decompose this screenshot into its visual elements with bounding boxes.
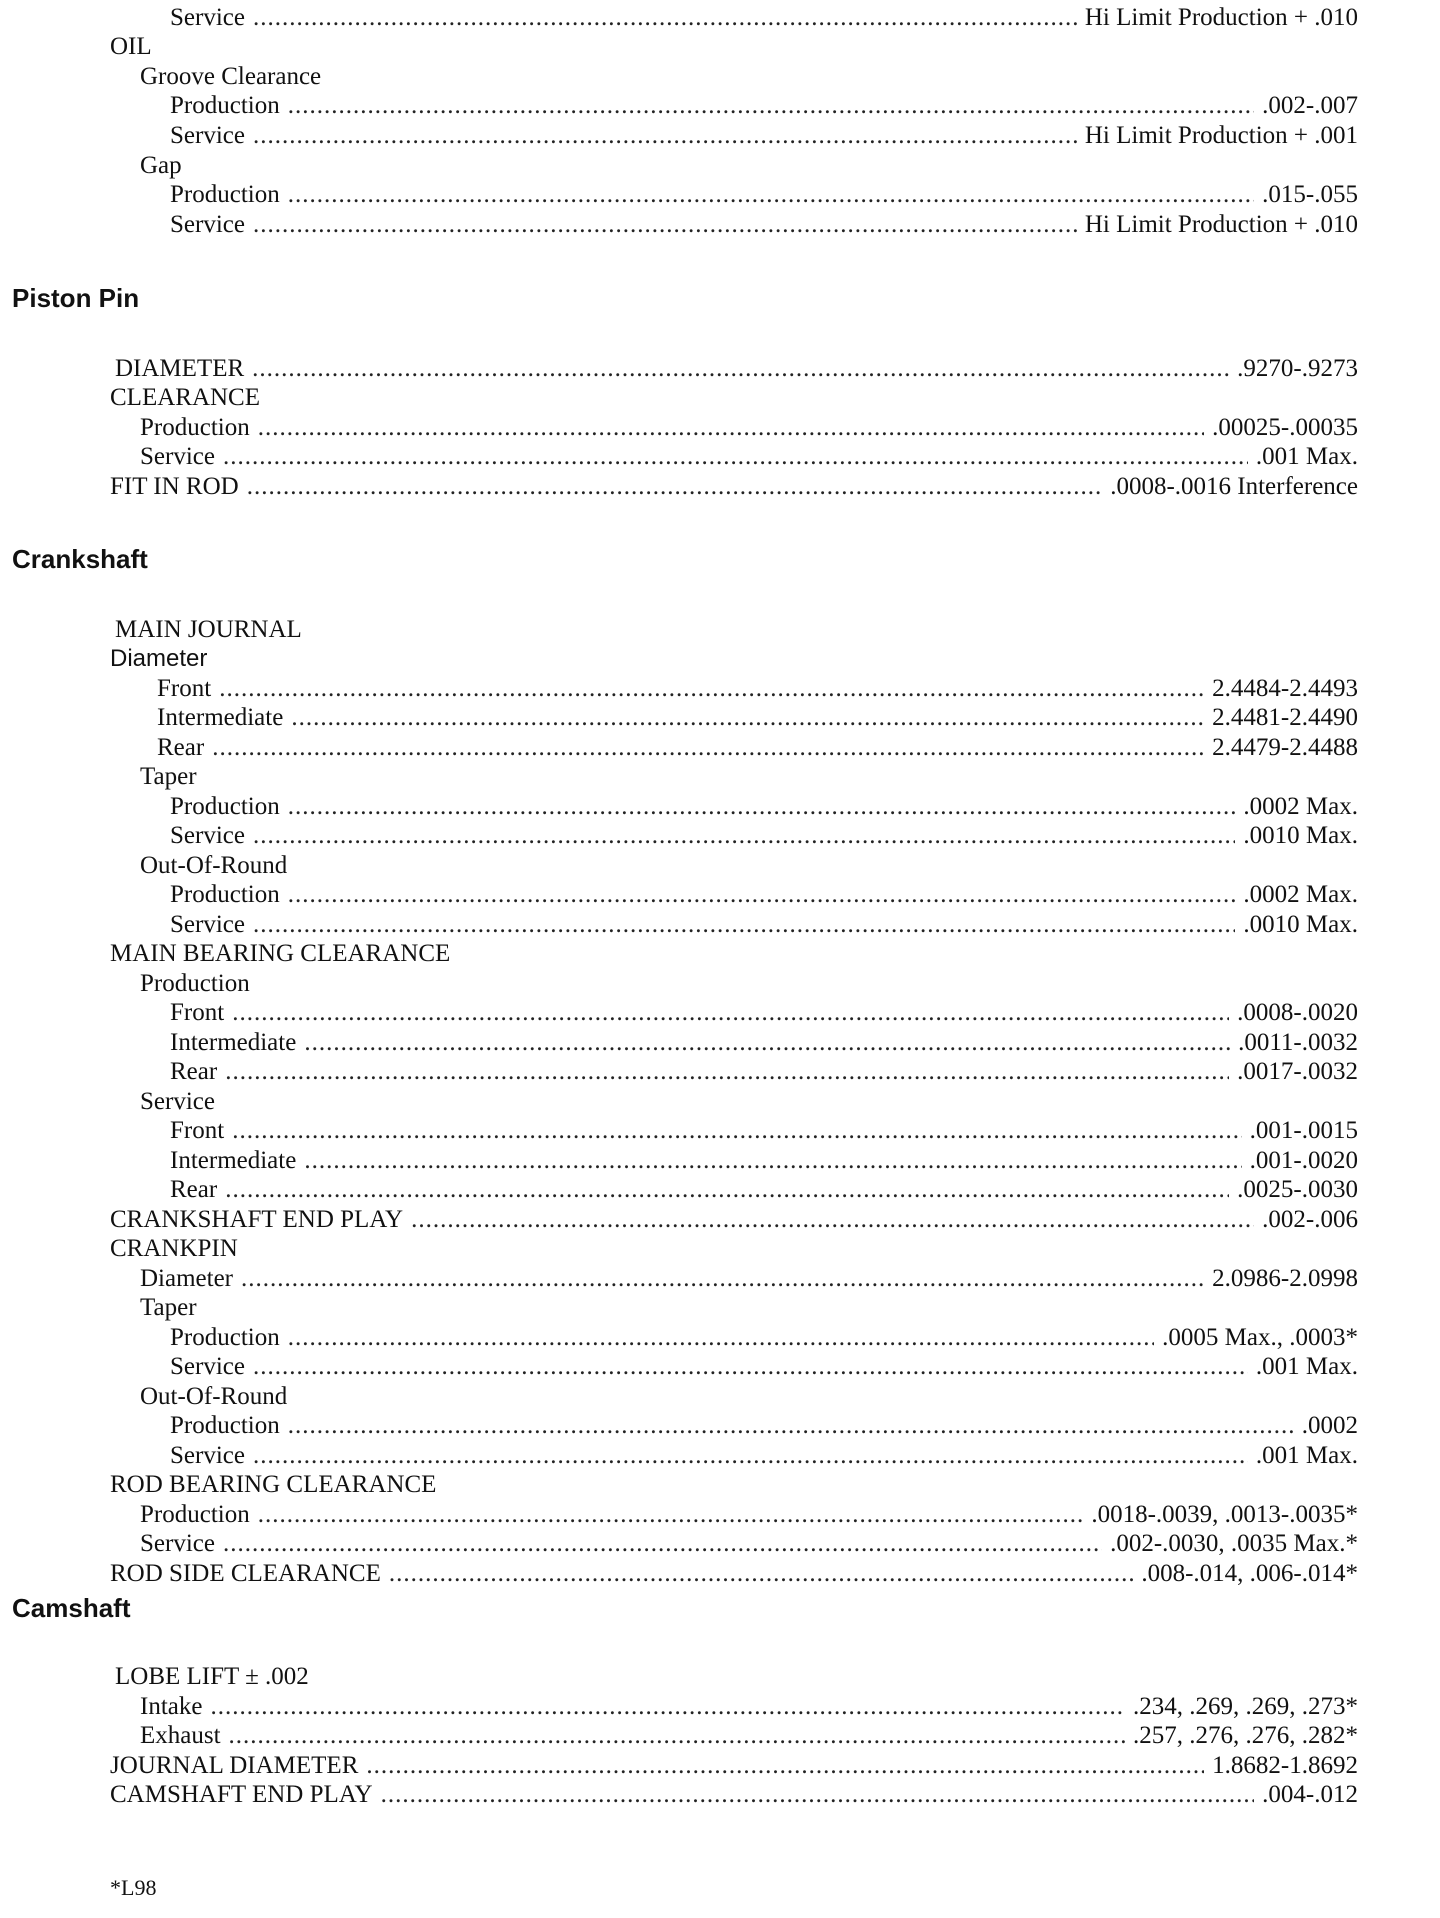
spec-label: Production — [170, 181, 280, 208]
spec-value: .0010 Max. — [1243, 911, 1358, 938]
footnote: *L98 — [110, 1875, 157, 1900]
spec-row — [170, 998, 1358, 1028]
spec-value: Hi Limit Production + .001 — [1084, 122, 1358, 149]
spec-group-label — [110, 383, 260, 413]
spec-value: .002-.006 — [1262, 1206, 1358, 1233]
spec-row — [110, 472, 1358, 502]
spec-row — [170, 1441, 1358, 1471]
leader-dots — [288, 880, 1236, 910]
spec-row — [157, 674, 1358, 704]
spec-value: Hi Limit Production + .010 — [1084, 4, 1358, 31]
spec-label: Production — [140, 970, 250, 997]
leader-dots — [381, 1780, 1255, 1810]
leader-dots — [212, 733, 1204, 763]
spec-value: .0002 Max. — [1243, 793, 1358, 820]
spec-label: LOBE LIFT ± .002 — [115, 1663, 309, 1690]
spec-group-label — [140, 62, 321, 92]
spec-row — [170, 121, 1358, 151]
spec-label: Rear — [157, 734, 205, 761]
spec-value: .9270-.9273 — [1237, 355, 1358, 382]
spec-label: CAMSHAFT END PLAY — [110, 1781, 373, 1808]
leader-dots — [225, 1175, 1229, 1205]
spec-label: Production — [170, 881, 280, 908]
spec-group-label — [140, 1087, 215, 1117]
section-heading-crankshaft: Crankshaft — [12, 544, 148, 574]
spec-label: CRANKSHAFT END PLAY — [110, 1206, 404, 1233]
spec-row — [140, 1692, 1358, 1722]
spec-value: .002-.0030, .0035 Max.* — [1110, 1530, 1358, 1557]
leader-dots — [229, 1721, 1125, 1751]
spec-row — [140, 1500, 1358, 1530]
spec-label: Production — [140, 414, 250, 441]
spec-row — [110, 1559, 1358, 1589]
leader-dots — [253, 121, 1077, 151]
spec-value: .00025-.00035 — [1212, 414, 1358, 441]
spec-value: .0008-.0016 Interference — [1110, 473, 1358, 500]
spec-group-label — [110, 1234, 238, 1264]
spec-group-label — [110, 939, 450, 969]
spec-value: .002-.007 — [1262, 92, 1358, 119]
spec-group-label — [115, 615, 302, 645]
spec-label: Service — [170, 1353, 245, 1380]
leader-dots — [253, 910, 1235, 940]
spec-value: .0002 — [1301, 1412, 1358, 1439]
spec-label: Service — [170, 911, 245, 938]
spec-group-label — [140, 969, 250, 999]
spec-label: Intermediate — [170, 1147, 297, 1174]
spec-label: Production — [140, 1501, 250, 1528]
spec-group-label — [140, 1382, 287, 1412]
spec-label: MAIN JOURNAL — [115, 616, 302, 643]
spec-label: Diameter — [140, 1265, 234, 1292]
spec-value: .001 Max. — [1255, 1442, 1358, 1469]
leader-dots — [252, 354, 1229, 384]
spec-row — [170, 210, 1358, 240]
spec-row — [170, 1028, 1358, 1058]
spec-value: .001 Max. — [1255, 443, 1358, 470]
leader-dots — [258, 1500, 1084, 1530]
section-heading-camshaft: Camshaft — [12, 1593, 131, 1623]
leader-dots — [253, 210, 1077, 240]
spec-value: .0025-.0030 — [1237, 1176, 1358, 1203]
leader-dots — [225, 1057, 1229, 1087]
spec-label: Service — [170, 122, 245, 149]
leader-dots — [291, 703, 1204, 733]
spec-label: Service — [140, 1088, 215, 1115]
spec-label: Service — [170, 211, 245, 238]
spec-row — [170, 91, 1358, 121]
leader-dots — [253, 1352, 1248, 1382]
spec-label: Production — [170, 793, 280, 820]
spec-value: .015-.055 — [1262, 181, 1358, 208]
spec-row — [170, 1175, 1358, 1205]
spec-label: DIAMETER — [115, 355, 245, 382]
spec-label: Rear — [170, 1176, 218, 1203]
spec-value: .0008-.0020 — [1237, 999, 1358, 1026]
leader-dots — [253, 3, 1077, 33]
spec-label: Intermediate — [157, 704, 284, 731]
spec-row — [170, 1411, 1358, 1441]
spec-value: .0017-.0032 — [1237, 1058, 1358, 1085]
spec-row — [140, 413, 1358, 443]
spec-row — [140, 1264, 1358, 1294]
spec-value: 2.0986-2.0998 — [1212, 1265, 1358, 1292]
spec-label: MAIN BEARING CLEARANCE — [110, 940, 451, 967]
spec-value: .0010 Max. — [1243, 822, 1358, 849]
leader-dots — [389, 1559, 1134, 1589]
leader-dots — [288, 1411, 1294, 1441]
spec-label: Front — [170, 999, 225, 1026]
spec-value: .001-.0015 — [1249, 1117, 1358, 1144]
spec-label: Front — [170, 1117, 225, 1144]
leader-dots — [223, 1529, 1102, 1559]
spec-group-label — [140, 151, 182, 181]
spec-label: Service — [170, 822, 245, 849]
spec-label: Production — [170, 1324, 280, 1351]
spec-label: Taper — [140, 763, 197, 790]
spec-label: Production — [170, 92, 280, 119]
leader-dots — [247, 472, 1102, 502]
spec-row — [157, 703, 1358, 733]
spec-group-label — [110, 32, 152, 62]
leader-dots — [223, 442, 1248, 472]
spec-row — [170, 3, 1358, 33]
spec-label: Taper — [140, 1294, 197, 1321]
spec-value: 1.8682-1.8692 — [1212, 1752, 1358, 1779]
leader-dots — [232, 998, 1229, 1028]
spec-label: Front — [157, 675, 212, 702]
spec-row — [170, 1323, 1358, 1353]
spec-group-label — [140, 1293, 197, 1323]
spec-value: .004-.012 — [1262, 1781, 1358, 1808]
leader-dots — [288, 1323, 1154, 1353]
leader-dots — [210, 1692, 1125, 1722]
leader-dots — [288, 792, 1236, 822]
spec-row — [110, 1751, 1358, 1781]
leader-dots — [304, 1028, 1230, 1058]
spec-row — [170, 910, 1358, 940]
spec-label: JOURNAL DIAMETER — [110, 1752, 359, 1779]
spec-row — [170, 880, 1358, 910]
spec-label: Out-Of-Round — [140, 852, 288, 879]
spec-row — [110, 1205, 1358, 1235]
spec-row — [170, 792, 1358, 822]
spec-label: Production — [170, 1412, 280, 1439]
leader-dots — [411, 1205, 1254, 1235]
spec-value: .001 Max. — [1255, 1353, 1358, 1380]
section-heading-piston-pin: Piston Pin — [12, 283, 140, 313]
spec-label: Service — [170, 4, 245, 31]
spec-value: .008-.014, .006-.014* — [1141, 1560, 1358, 1587]
spec-group-label — [110, 1470, 436, 1500]
spec-value: 2.4484-2.4493 — [1212, 675, 1358, 702]
spec-group-label — [140, 762, 197, 792]
leader-dots — [288, 91, 1254, 121]
spec-row — [140, 1721, 1358, 1751]
spec-group-label — [110, 644, 207, 674]
spec-value: 2.4481-2.4490 — [1212, 704, 1358, 731]
spec-label: FIT IN ROD — [110, 473, 239, 500]
spec-row — [170, 1116, 1358, 1146]
spec-group-label — [140, 851, 287, 881]
leader-dots — [366, 1751, 1204, 1781]
spec-label: Intermediate — [170, 1029, 297, 1056]
spec-value: .001-.0020 — [1249, 1147, 1358, 1174]
spec-label: ROD BEARING CLEARANCE — [110, 1471, 437, 1498]
spec-label: ROD SIDE CLEARANCE — [110, 1560, 381, 1587]
spec-row — [140, 442, 1358, 472]
spec-row — [170, 180, 1358, 210]
leader-dots — [253, 821, 1235, 851]
spec-label: Diameter — [110, 645, 208, 672]
spec-value: .0002 Max. — [1243, 881, 1358, 908]
leader-dots — [253, 1441, 1248, 1471]
spec-label: Rear — [170, 1058, 218, 1085]
spec-row — [115, 354, 1358, 384]
spec-label: Out-Of-Round — [140, 1383, 288, 1410]
leader-dots — [219, 674, 1204, 704]
spec-value: .0011-.0032 — [1238, 1029, 1358, 1056]
spec-row — [170, 821, 1358, 851]
spec-label: Service — [140, 443, 215, 470]
spec-label: OIL — [110, 33, 152, 60]
spec-row — [110, 1780, 1358, 1810]
spec-label: Service — [140, 1530, 215, 1557]
leader-dots — [241, 1264, 1204, 1294]
spec-row — [157, 733, 1358, 763]
spec-row — [140, 1529, 1358, 1559]
spec-label: Service — [170, 1442, 245, 1469]
spec-value: .0018-.0039, .0013-.0035* — [1091, 1501, 1358, 1528]
spec-label: Gap — [140, 152, 182, 179]
spec-value: .234, .269, .269, .273* — [1133, 1693, 1358, 1720]
spec-row — [170, 1352, 1358, 1382]
spec-row — [170, 1057, 1358, 1087]
spec-label: CRANKPIN — [110, 1235, 238, 1262]
spec-label: CLEARANCE — [110, 384, 260, 411]
leader-dots — [288, 180, 1254, 210]
leader-dots — [304, 1146, 1241, 1176]
spec-value: Hi Limit Production + .010 — [1084, 211, 1358, 238]
spec-row — [170, 1146, 1358, 1176]
spec-group-label — [115, 1662, 309, 1692]
leader-dots — [258, 413, 1204, 443]
spec-value: .0005 Max., .0003* — [1162, 1324, 1358, 1351]
spec-value: 2.4479-2.4488 — [1212, 734, 1358, 761]
leader-dots — [232, 1116, 1241, 1146]
spec-label: Groove Clearance — [140, 63, 322, 90]
spec-label: Intake — [140, 1693, 203, 1720]
spec-label: Exhaust — [140, 1722, 221, 1749]
spec-value: .257, .276, .276, .282* — [1133, 1722, 1358, 1749]
